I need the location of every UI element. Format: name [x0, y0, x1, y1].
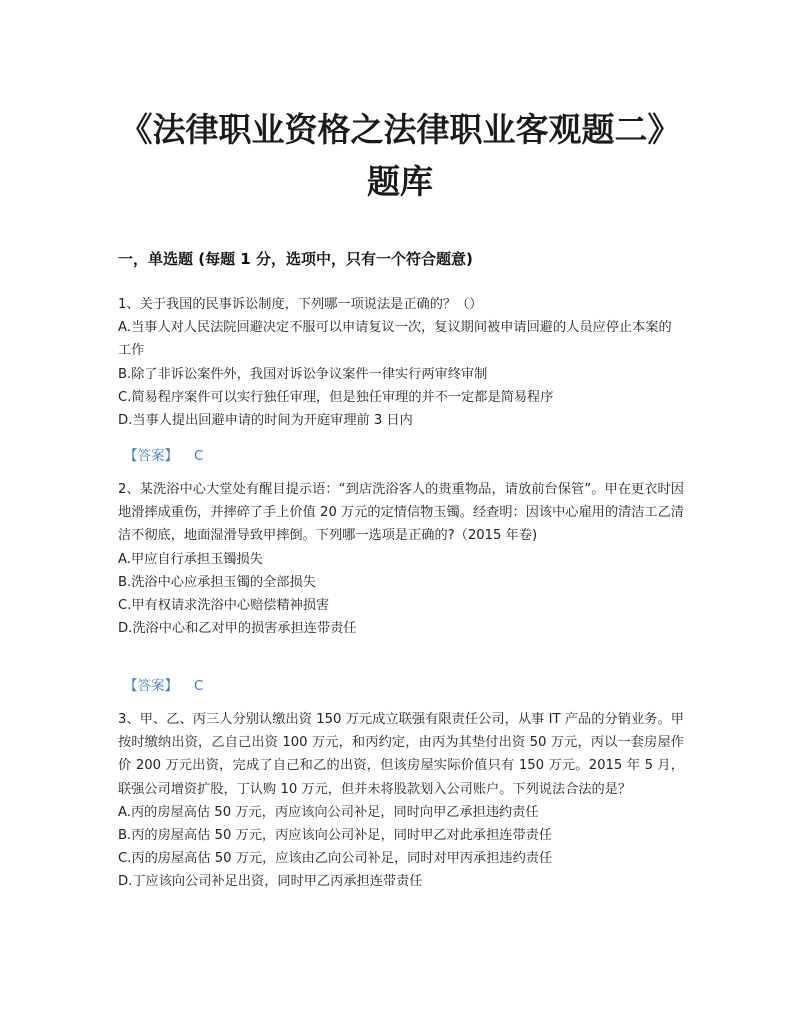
question-1-option-b: B.除了非诉讼案件外，我国对诉讼争议案件一律实行两审终审制 — [118, 366, 488, 382]
question-3 — [118, 708, 684, 894]
question-3-option-d: D.丁应该向公司补足出资，同时甲乙丙承担连带责任 — [118, 874, 423, 890]
question-2-option-c: C.甲有权请求洗浴中心赔偿精神损害 — [118, 598, 330, 614]
question-3-option-b: B.丙的房屋高估 50 万元，丙应该向公司补足，同时甲乙对此承担连带责任 — [118, 828, 553, 844]
answer-label: 【答案】 — [124, 678, 178, 694]
question-3-stem: 3、甲、乙、丙三人分别认缴出资 150 万元成立联强有限责任公司，从事 IT 产品的分销业务。甲按时缴纳出资，乙自己出资 100 万元，和丙约定，由丙为其垫付出资 50 万元，丙以一套房屋作价 200 万元出资，完成了自己和乙的出资，但该房屋实际价值只有 150 万元。2015 年 5 月，联强公司增资扩股，丁认购 10 万元，但并未将股款划入公司账户。下列说法合法的是？ — [118, 712, 684, 797]
document-title: 《法律职业资格之法律职业客观题二》题库 — [119, 110, 681, 201]
question-3-option-c: C.丙的房屋高估 50 万元，应该由乙向公司补足，同时对甲丙承担违约责任 — [118, 851, 553, 867]
answer-label: 【答案】 — [124, 448, 178, 464]
section-heading: 一，单选题 (每题 1 分，选项中，只有一个符合题意) — [118, 250, 473, 268]
question-1-option-c: C.简易程序案件可以实行独任审理，但是独任审理的并不一定都是简易程序 — [118, 389, 554, 405]
question-1 — [118, 293, 684, 432]
question-1-option-a: A.当事人对人民法院回避决定不服可以申请复议一次，复议期间被申请回避的人员应停止本案的工作 — [118, 320, 672, 359]
question-2-option-d: D.洗浴中心和乙对甲的损害承担连带责任 — [118, 621, 357, 637]
question-2 — [118, 478, 684, 640]
question-3-option-a: A.丙的房屋高估 50 万元，丙应该向公司补足，同时向甲乙承担违约责任 — [118, 804, 539, 820]
answer-value: C — [194, 678, 204, 694]
question-1-stem: 1、关于我国的民事诉讼制度，下列哪一项说法是正确的？（） — [118, 297, 483, 312]
question-2-option-a: A.甲应自行承担玉镯损失 — [118, 551, 263, 567]
answer-value: C — [194, 448, 204, 464]
question-2-option-b: B.洗浴中心应承担玉镯的全部损失 — [118, 574, 316, 590]
question-1-option-d: D.当事人提出回避申请的时间为开庭审理前 3 日内 — [118, 413, 413, 429]
question-2-answer — [124, 674, 203, 694]
question-2-stem: 2、某洗浴中心大堂处有醒目提示语：“到店洗浴客人的贵重物品，请放前台保管”。甲在更衣时因地滑摔成重伤，并摔碎了手上价值 20 万元的定情信物玉镯。经查明：因该中心雇用的清洁工乙清洁不彻底，地面湿滑导致甲摔倒。下列哪一选项是正确的?（2015 年卷) — [118, 482, 684, 544]
question-1-answer — [124, 444, 203, 464]
